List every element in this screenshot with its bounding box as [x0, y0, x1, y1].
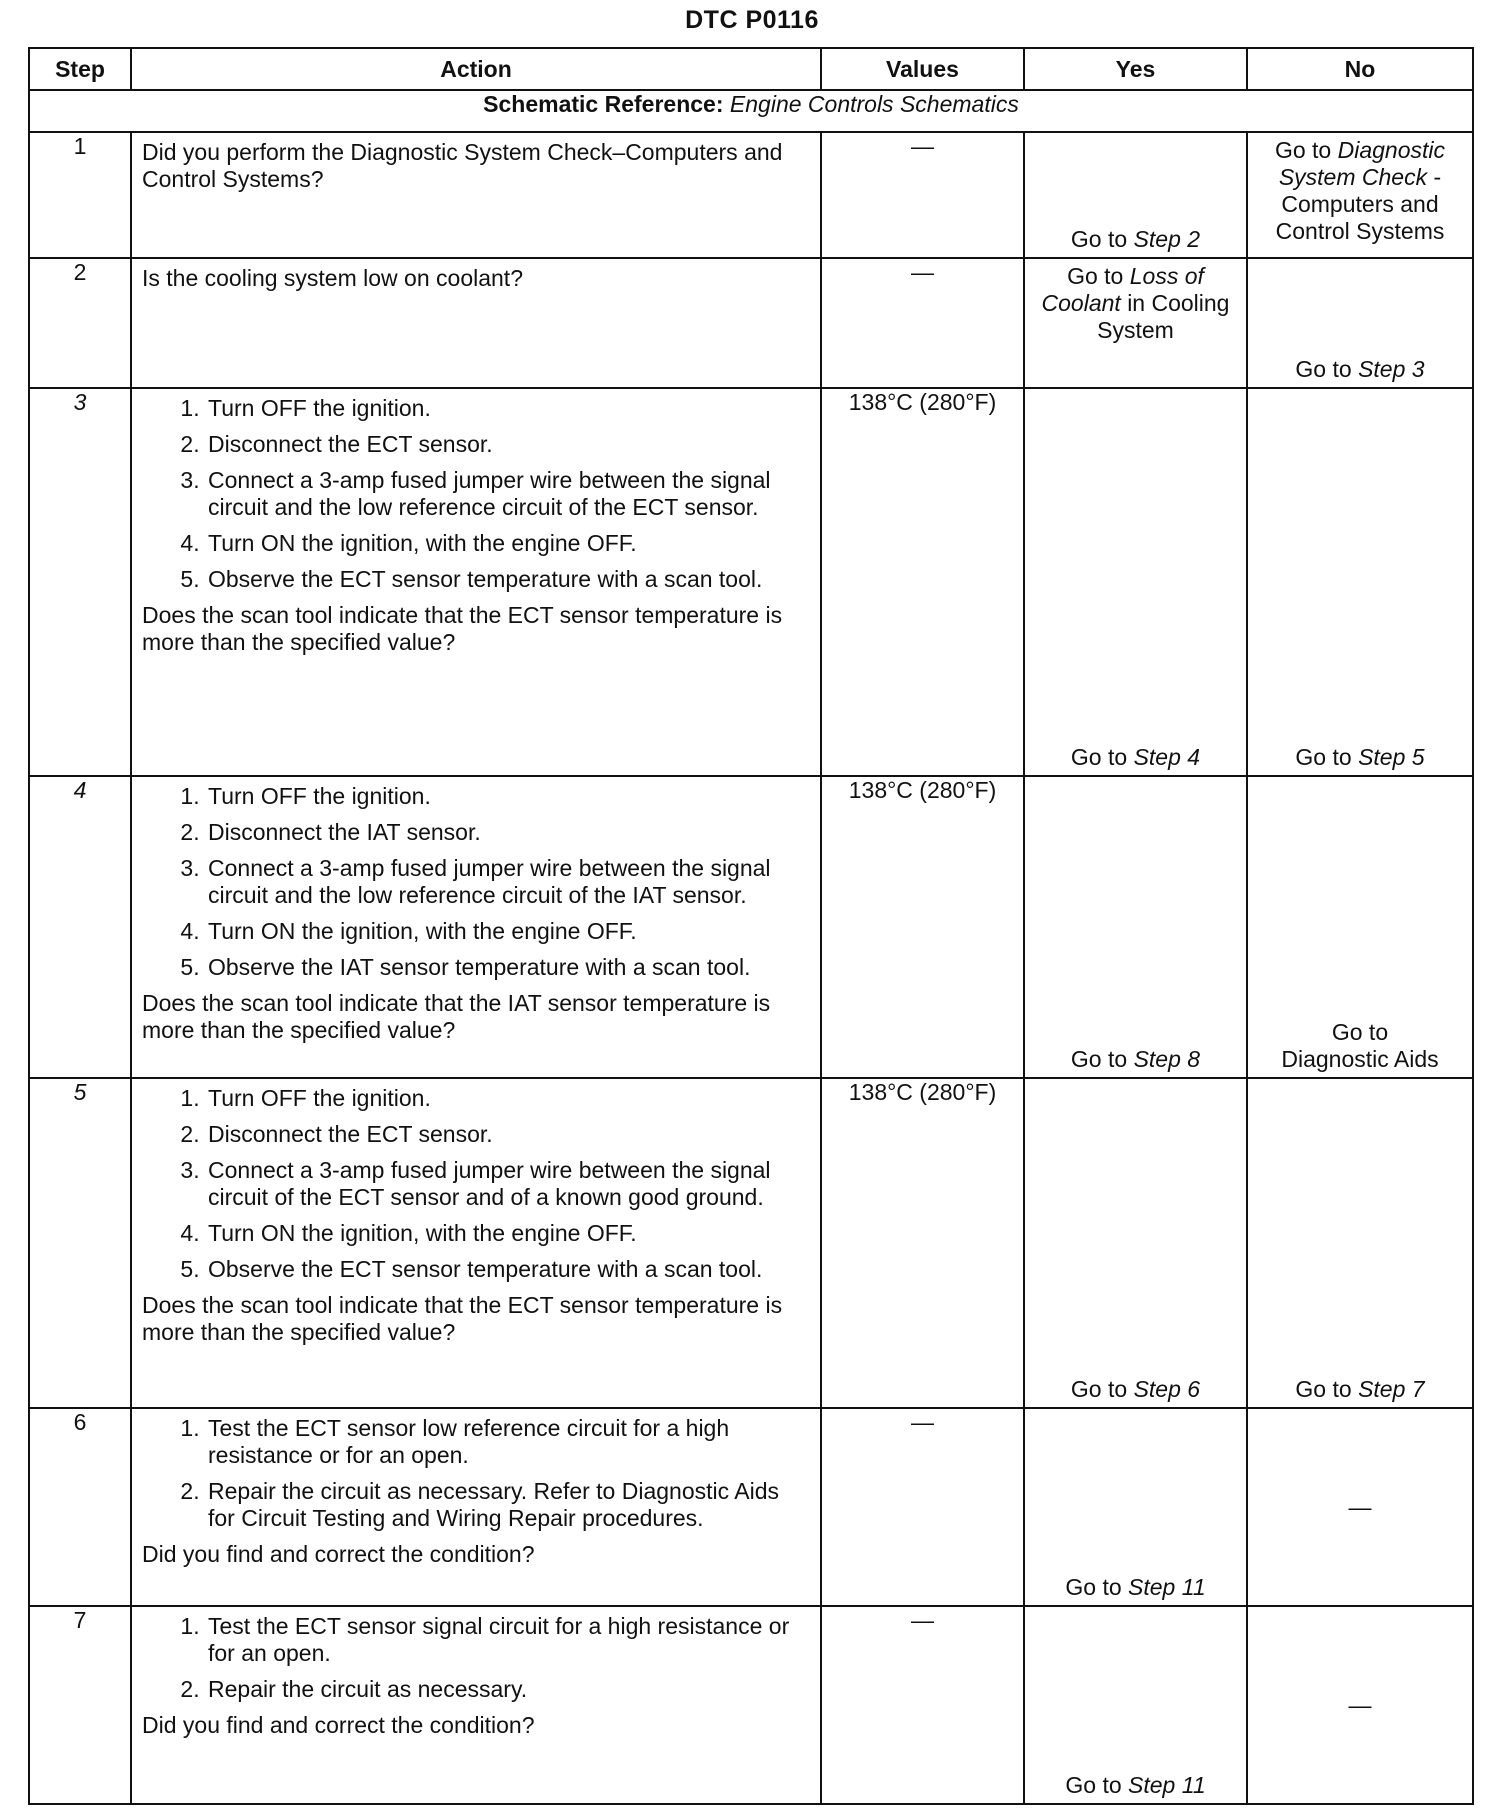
table-row	[29, 388, 1473, 776]
yes-cell	[1024, 1408, 1247, 1606]
goto-target: Step 5	[1358, 744, 1425, 770]
no-goto	[1248, 1019, 1472, 1073]
action-question: Does the scan tool indicate that the IAT sensor temperature is more than the specified value?	[142, 990, 771, 1043]
list-item: 4. Turn ON the ignition, with the engine OFF.	[206, 918, 810, 945]
header-step: Step	[29, 48, 131, 90]
action-cell	[131, 776, 821, 1078]
no-cell	[1247, 388, 1473, 776]
table-row	[29, 1078, 1473, 1408]
goto-target: Step 11	[1128, 1574, 1206, 1600]
goto-prefix: Go to	[1274, 137, 1332, 163]
goto-prefix: Go to	[1070, 1046, 1128, 1072]
list-item: 1. Turn OFF the ignition.	[206, 395, 810, 422]
no-goto	[1248, 356, 1472, 383]
goto-prefix: Go to	[1070, 744, 1128, 770]
yes-cell	[1024, 258, 1247, 388]
value-cell: —	[821, 132, 1024, 258]
header-yes: Yes	[1024, 48, 1247, 90]
header-row	[29, 48, 1473, 90]
value-cell: 138°C (280°F)	[821, 776, 1024, 1078]
no-cell: —	[1247, 1606, 1473, 1804]
action-cell	[131, 1408, 821, 1606]
action-cell	[131, 1078, 821, 1408]
goto-suffix: in Cooling System	[1097, 290, 1230, 343]
action-cell	[131, 258, 821, 388]
step-number: 2	[29, 258, 131, 388]
goto-prefix: Go to	[1331, 1019, 1389, 1045]
yes-cell	[1024, 1606, 1247, 1804]
list-item: 1. Test the ECT sensor signal circuit for a high resistance or for an open.	[206, 1613, 810, 1667]
action-cell	[131, 132, 821, 258]
step-number: 3	[29, 388, 131, 776]
goto-suffix: Diagnostic Aids	[1281, 1046, 1439, 1072]
header-action: Action	[131, 48, 821, 90]
yes-cell	[1024, 1078, 1247, 1408]
yes-cell	[1024, 388, 1247, 776]
action-cell	[131, 1606, 821, 1804]
list-item: 3. Connect a 3-amp fused jumper wire between the signal circuit and the low reference circuit of the IAT sensor.	[206, 855, 810, 909]
list-item: 2. Disconnect the IAT sensor.	[206, 819, 810, 846]
action-question: Did you find and correct the condition?	[142, 1541, 535, 1567]
substep-list	[142, 783, 810, 990]
table-row	[29, 776, 1473, 1078]
no-cell	[1247, 258, 1473, 388]
list-item: 4. Turn ON the ignition, with the engine OFF.	[206, 1220, 810, 1247]
list-item: 1. Turn OFF the ignition.	[206, 783, 810, 810]
value-cell: 138°C (280°F)	[821, 1078, 1024, 1408]
goto-prefix: Go to	[1065, 1574, 1122, 1600]
substep-list	[142, 395, 810, 602]
step-number: 6	[29, 1408, 131, 1606]
goto-target: Step 8	[1133, 1046, 1201, 1072]
list-item: 5. Observe the ECT sensor temperature with a scan tool.	[206, 1256, 810, 1283]
list-item: 2. Disconnect the ECT sensor.	[206, 431, 810, 458]
document-title: DTC P0116	[685, 6, 819, 34]
goto-target: Step 7	[1358, 1376, 1425, 1402]
goto-prefix: Go to	[1295, 744, 1352, 770]
list-item: 3. Connect a 3-amp fused jumper wire between the signal circuit of the ECT sensor and of a known good ground.	[206, 1157, 810, 1211]
yes-goto	[1025, 1772, 1246, 1799]
yes-goto	[1025, 1574, 1246, 1601]
yes-goto	[1025, 744, 1246, 771]
value-cell: —	[821, 1408, 1024, 1606]
action-text: Did you perform the Diagnostic System Check–Computers and Control Systems?	[142, 139, 783, 192]
goto-prefix: Go to	[1067, 263, 1124, 289]
no-goto	[1248, 744, 1472, 771]
goto-prefix: Go to	[1295, 1376, 1352, 1402]
list-item: 1. Test the ECT sensor low reference circuit for a high resistance or for an open.	[206, 1415, 810, 1469]
no-cell	[1247, 132, 1473, 258]
list-item: 3. Connect a 3-amp fused jumper wire between the signal circuit and the low reference circuit of the ECT sensor.	[206, 467, 810, 521]
value-cell: —	[821, 258, 1024, 388]
yes-cell	[1024, 132, 1247, 258]
step-number: 4	[29, 776, 131, 1078]
schematic-label: Schematic Reference:	[483, 91, 724, 117]
goto-prefix: Go to	[1295, 356, 1352, 382]
no-cell	[1247, 1078, 1473, 1408]
no-goto	[1248, 137, 1472, 253]
step-number: 5	[29, 1078, 131, 1408]
substep-list	[142, 1085, 810, 1292]
substep-list	[142, 1415, 810, 1541]
action-question: Does the scan tool indicate that the ECT sensor temperature is more than the specified value?	[142, 602, 783, 655]
list-item: 5. Observe the IAT sensor temperature with a scan tool.	[206, 954, 810, 981]
step-number: 1	[29, 132, 131, 258]
substep-list	[142, 1613, 810, 1712]
schematic-link: Engine Controls Schematics	[729, 91, 1019, 117]
goto-prefix: Go to	[1065, 1772, 1122, 1798]
schematic-row	[29, 90, 1473, 132]
no-cell: —	[1247, 1408, 1473, 1606]
value-cell: 138°C (280°F)	[821, 388, 1024, 776]
yes-goto	[1025, 226, 1246, 253]
goto-target: Diagnostic System Check	[1278, 137, 1446, 190]
goto-suffix: - Computers and Control Systems	[1275, 164, 1445, 244]
action-question: Does the scan tool indicate that the ECT sensor temperature is more than the specified value?	[142, 1292, 783, 1345]
list-item: 4. Turn ON the ignition, with the engine OFF.	[206, 530, 810, 557]
yes-goto	[1025, 1376, 1246, 1403]
list-item: 1. Turn OFF the ignition.	[206, 1085, 810, 1112]
dtc-table-wrapper	[28, 47, 1472, 1805]
goto-prefix: Go to	[1070, 226, 1128, 252]
action-question: Did you find and correct the condition?	[142, 1712, 535, 1738]
value-cell: —	[821, 1606, 1024, 1804]
goto-target: Step 3	[1358, 356, 1425, 382]
yes-goto	[1025, 263, 1246, 344]
table-row	[29, 258, 1473, 388]
dtc-table	[28, 47, 1474, 1805]
list-item: 2. Repair the circuit as necessary.	[206, 1676, 810, 1703]
header-values: Values	[821, 48, 1024, 90]
list-item: 2. Repair the circuit as necessary. Refer to Diagnostic Aids for Circuit Testing and Wiring Repair procedures.	[206, 1478, 810, 1532]
goto-target: Step 11	[1128, 1772, 1206, 1798]
step-number: 7	[29, 1606, 131, 1804]
goto-target: Loss of Coolant	[1041, 263, 1204, 316]
goto-target: Step 6	[1133, 1376, 1201, 1402]
action-text: Is the cooling system low on coolant?	[142, 265, 523, 291]
action-cell	[131, 388, 821, 776]
goto-prefix: Go to	[1070, 1376, 1128, 1402]
no-cell	[1247, 776, 1473, 1078]
table-row	[29, 1408, 1473, 1606]
table-row	[29, 132, 1473, 258]
no-goto	[1248, 1376, 1472, 1403]
yes-cell	[1024, 776, 1247, 1078]
table-row	[29, 1606, 1473, 1804]
goto-target: Step 2	[1133, 226, 1201, 252]
schematic-reference	[29, 90, 1473, 132]
yes-goto	[1025, 1046, 1246, 1073]
header-no: No	[1247, 48, 1473, 90]
list-item: 5. Observe the ECT sensor temperature with a scan tool.	[206, 566, 810, 593]
list-item: 2. Disconnect the ECT sensor.	[206, 1121, 810, 1148]
goto-target: Step 4	[1133, 744, 1201, 770]
